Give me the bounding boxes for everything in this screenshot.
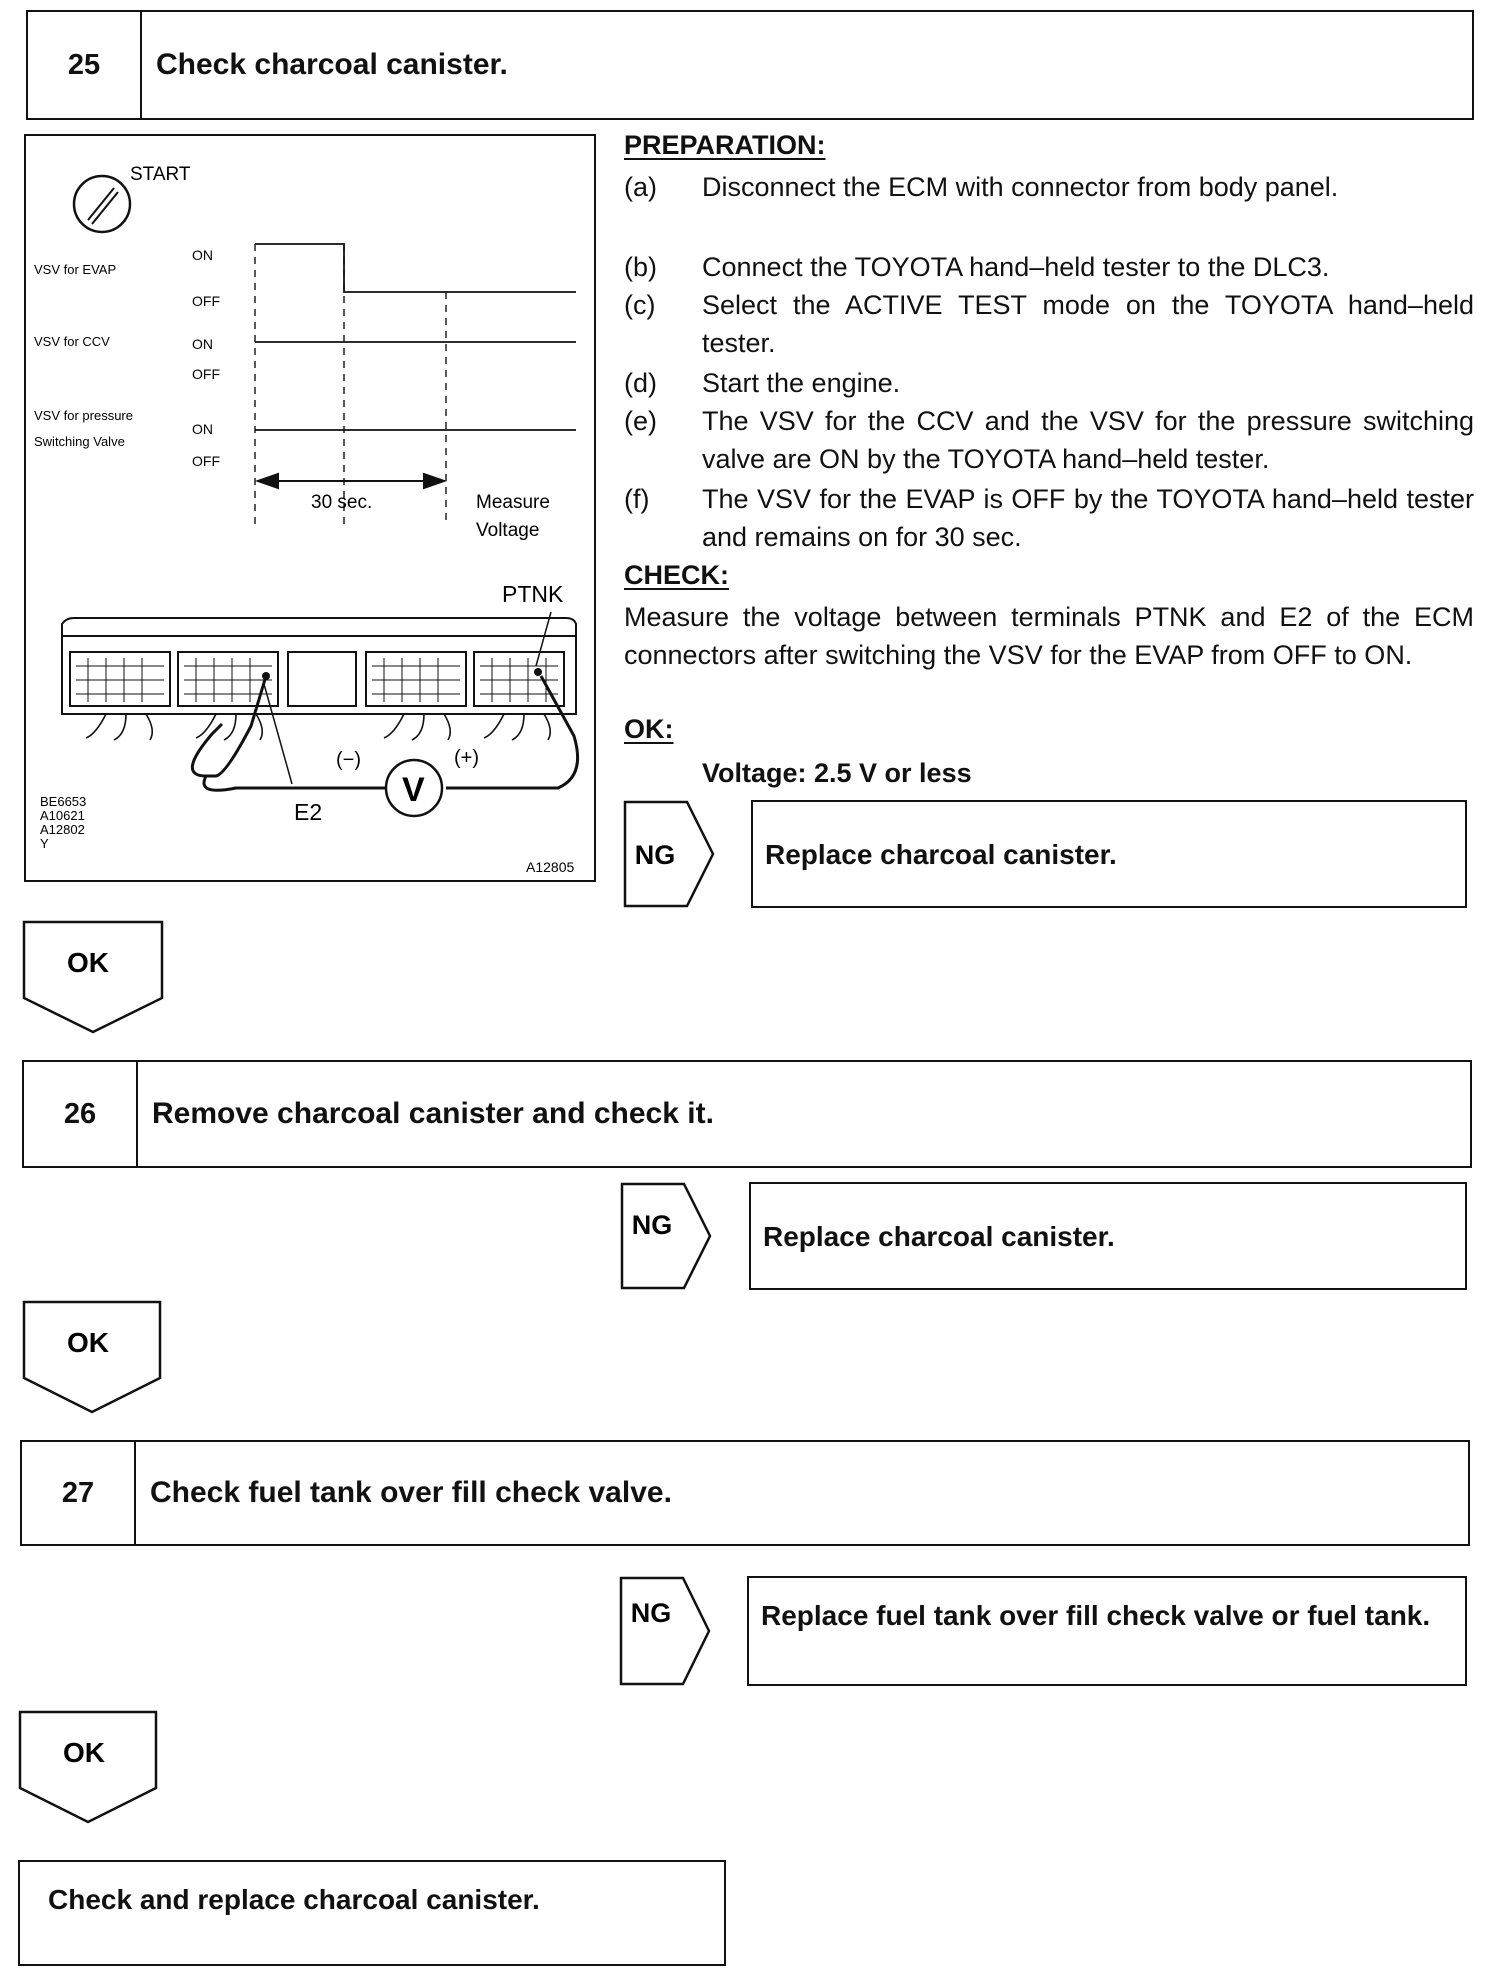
vsv-pressure-on: ON [192,421,213,437]
step-title: Check fuel tank over fill check valve. [150,1476,672,1509]
vsv-ccv-on: ON [192,336,213,352]
vsv-evap-label: VSV for EVAP [34,262,117,277]
e2-terminal [262,672,270,680]
item-text: Disconnect the ECM with connector from body panel. [702,172,1339,202]
procedure-text [624,130,1474,790]
ok-arrow-26 [22,1300,164,1416]
prep-item-c [624,286,1474,362]
item-text: The VSV for the CCV and the VSV for the pressure switching valve are ON by the TOYOTA hand–held tester. [702,406,1474,474]
interval-label: 30 sec. [311,492,373,513]
ng-arrow-27 [619,1576,713,1688]
vsv-pressure-off: OFF [192,453,220,469]
item-letter: (a) [624,172,657,202]
code-3: A12802 [40,822,85,837]
item-text: The VSV for the EVAP is OFF by the TOYOTA hand–held tester and remains on for 30 sec. [702,484,1474,552]
item-letter: (f) [624,484,650,514]
vsv-pressure-label: VSV for pressure [34,408,133,423]
ng-label: NG [634,840,676,870]
timing-waveforms [255,244,576,430]
prep-item-a [624,168,1474,206]
ng-arrow-25 [623,800,717,910]
item-text: Start the engine. [702,368,901,398]
ok-spec: Voltage: 2.5 V or less [702,758,972,788]
switching-valve-label: Switching Valve [34,434,125,449]
vsv-evap-off: OFF [192,293,220,309]
item-text: Connect the TOYOTA hand–held tester to the DLC3. [702,252,1330,282]
interval-arrow [258,474,444,488]
ignition-key-icon [74,176,130,232]
plus-label: (+) [454,747,479,769]
item-letter: (d) [624,368,657,398]
code-2: A10621 [40,808,85,823]
ok-heading: OK: [624,714,674,744]
item-letter: (e) [624,406,657,436]
ng-label: NG [630,1598,672,1628]
start-label: START [130,164,191,185]
item-letter: (c) [624,290,656,320]
wire-harness [86,714,550,740]
figure-id: A12805 [526,859,575,875]
check-text: Measure the voltage between terminals PTNK and E2 of the ECM connectors after switching the VSV for the EVAP from OFF to ON. [624,602,1474,670]
step-number: 27 [22,1442,136,1544]
ng-result-box-25: Replace charcoal canister. [751,800,1467,908]
e2-label: E2 [294,799,323,825]
prep-item-f [624,480,1474,556]
step-number: 25 [28,12,142,118]
step-25-header [26,10,1474,120]
diagram-figure [24,134,596,882]
ok-arrow-25 [22,920,164,1036]
vsv-ccv-off: OFF [192,366,220,382]
ng-arrow-26 [620,1182,714,1292]
prep-item-e [624,402,1474,478]
voltage-label: Voltage [476,520,540,541]
final-action-box: Check and replace charcoal canister. [18,1860,726,1966]
step-title: Remove charcoal canister and check it. [152,1097,714,1130]
minus-label: (−) [336,749,361,771]
vsv-evap-on: ON [192,247,213,263]
timing-and-wiring-diagram [26,136,593,879]
ptnk-terminal [534,668,542,676]
step-27-header [20,1440,1470,1546]
check-heading: CHECK: [624,560,729,590]
code-4: Y [40,836,49,851]
voltmeter-label: V [402,771,425,809]
ok-arrow-27 [18,1710,160,1826]
item-letter: (b) [624,252,657,282]
ptnk-label: PTNK [502,581,564,607]
item-text: Select the ACTIVE TEST mode on the TOYOTA hand–held tester. [702,290,1474,358]
prep-item-b [624,248,1474,286]
ng-result-box-26: Replace charcoal canister. [749,1182,1467,1290]
ng-label: NG [631,1210,673,1240]
preparation-heading: PREPARATION: [624,130,826,160]
step-26-header [22,1060,1472,1168]
vsv-ccv-label: VSV for CCV [34,334,110,349]
ok-label: OK [67,947,109,978]
timing-dashed-lines [255,244,446,526]
ng-result-box-27: Replace fuel tank over fill check valve or fuel tank. [747,1576,1467,1686]
step-number: 26 [24,1062,138,1166]
measure-label: Measure [476,492,550,513]
prep-item-d [624,364,1474,402]
code-1: BE6653 [40,794,87,809]
voltmeter-icon [386,760,442,816]
ok-label: OK [63,1737,105,1768]
step-title: Check charcoal canister. [156,48,508,81]
ok-label: OK [67,1327,109,1358]
